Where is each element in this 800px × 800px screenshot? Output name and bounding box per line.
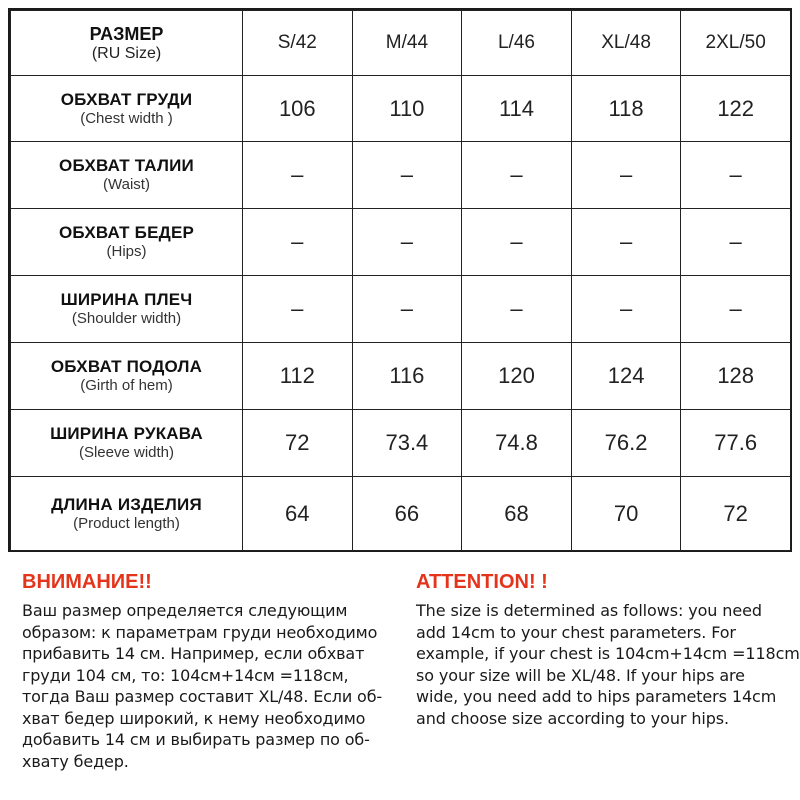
attention-line-en: so your size will be XL/48. If your hips are — [416, 665, 745, 685]
size-header-cell: M/44 — [352, 11, 462, 76]
measurement-value-cell: 114 — [462, 76, 572, 142]
attention-line-en: The size is determined as follows: you need — [416, 601, 762, 620]
measurement-value-cell: – — [571, 209, 681, 276]
attention-line-en: example, if your chest is 104cm+14cm =118cm — [416, 644, 800, 663]
attention-body-ru — [22, 600, 406, 772]
measurement-label-en: (Shoulder width) — [71, 310, 182, 327]
attention-line-ru: добавить 14 см и выбирать размер по об- — [22, 730, 370, 749]
measurement-label-en: (Waist) — [103, 176, 150, 193]
measurement-value-cell: 120 — [462, 343, 572, 410]
measurement-label-cell — [11, 209, 243, 276]
measurement-value-cell: 118 — [571, 76, 681, 142]
measurement-label-en: (Hips) — [106, 243, 147, 260]
size-chart-body — [11, 11, 791, 551]
size-chart-table — [10, 10, 791, 551]
measurement-value-cell: – — [352, 209, 462, 276]
attention-note-ru — [22, 568, 406, 772]
attention-line-ru: образом: к параметрам груди необходимо — [22, 622, 378, 642]
measurement-label-en: (Girth of hem) — [80, 377, 173, 394]
measurement-value-cell: 70 — [571, 477, 681, 551]
measurement-value-cell: – — [243, 142, 353, 209]
attention-body-en — [416, 600, 800, 729]
attention-line-ru: хват бедер широкий, к нему необходимо — [22, 708, 366, 728]
measurement-row — [11, 477, 791, 551]
measurement-value-cell: 124 — [571, 343, 681, 410]
measurement-value-cell: – — [462, 209, 572, 276]
header-label-cell — [11, 11, 243, 76]
measurement-label-ru: ОБХВАТ БЕДЕР — [58, 223, 195, 242]
measurement-value-cell: – — [243, 276, 353, 343]
attention-line-ru: груди 104 см, то: 104см+14см =118см, — [22, 665, 349, 685]
measurement-value-cell: – — [462, 276, 572, 343]
attention-line-en: and choose size according to your hips. — [416, 708, 730, 728]
attention-line-ru: Ваш размер определяется следующим — [22, 601, 348, 620]
measurement-value-cell: – — [352, 276, 462, 343]
header-row — [11, 11, 791, 76]
measurement-value-cell: – — [571, 276, 681, 343]
measurement-label-cell — [11, 76, 243, 142]
attention-line-ru: тогда Ваш размер составит XL/48. Если об- — [22, 687, 383, 706]
measurement-value-cell: 106 — [243, 76, 353, 142]
measurement-value-cell: 76.2 — [571, 410, 681, 477]
measurement-label-cell — [11, 276, 243, 343]
measurement-value-cell: – — [571, 142, 681, 209]
measurement-value-cell: 112 — [243, 343, 353, 410]
measurement-row — [11, 209, 791, 276]
measurement-label-ru: ОБХВАТ ГРУДИ — [60, 89, 193, 109]
measurement-value-cell: 110 — [352, 76, 462, 142]
measurement-value-cell: 64 — [243, 477, 353, 551]
measurement-value-cell: 73.4 — [352, 410, 462, 477]
measurement-value-cell: 122 — [681, 76, 791, 142]
attention-line-en: add 14cm to your chest parameters. For — [416, 622, 736, 642]
size-header-cell: L/46 — [462, 11, 572, 76]
measurement-label-cell — [11, 142, 243, 209]
attention-title-ru: ВНИМАНИЕ!! — [22, 571, 152, 593]
measurement-row — [11, 76, 791, 142]
attention-note-en — [416, 568, 800, 729]
measurement-row — [11, 410, 791, 477]
measurement-label-ru: ОБХВАТ ТАЛИИ — [59, 156, 194, 175]
measurement-value-cell: 116 — [352, 343, 462, 410]
measurement-value-cell: – — [681, 276, 791, 343]
measurement-label-cell — [11, 477, 243, 551]
header-label-en: (RU Size) — [91, 45, 162, 62]
measurement-value-cell: 66 — [352, 477, 462, 551]
measurement-label-ru: ШИРИНА РУКАВА — [50, 424, 203, 443]
measurement-label-cell — [11, 343, 243, 410]
measurement-label-ru: ОБХВАТ ПОДОЛА — [50, 357, 203, 376]
measurement-label-en: (Chest width ) — [80, 109, 173, 127]
measurement-value-cell: – — [352, 142, 462, 209]
measurement-label-cell — [11, 410, 243, 477]
measurement-value-cell: 77.6 — [681, 410, 791, 477]
attention-line-en: wide, you need add to hips parameters 14cm — [416, 687, 777, 706]
measurement-value-cell: 72 — [681, 477, 791, 551]
attention-line-ru: хвату бедер. — [22, 751, 129, 771]
notes-section — [0, 560, 800, 800]
measurement-value-cell: 68 — [462, 477, 572, 551]
measurement-label-ru: ШИРИНА ПЛЕЧ — [60, 290, 193, 309]
measurement-row — [11, 343, 791, 410]
header-label-ru: РАЗМЕР — [89, 24, 164, 44]
size-chart-frame — [8, 8, 792, 552]
measurement-label-ru: ДЛИНА ИЗДЕЛИЯ — [51, 494, 202, 514]
measurement-row — [11, 276, 791, 343]
measurement-value-cell: – — [681, 209, 791, 276]
measurement-row — [11, 142, 791, 209]
measurement-value-cell: – — [243, 209, 353, 276]
measurement-value-cell: – — [462, 142, 572, 209]
size-header-cell: 2XL/50 — [681, 11, 791, 76]
measurement-value-cell: 74.8 — [462, 410, 572, 477]
measurement-value-cell: – — [681, 142, 791, 209]
size-header-cell: XL/48 — [571, 11, 681, 76]
measurement-label-en: (Product length) — [73, 514, 180, 532]
attention-title-en: ATTENTION! ! — [416, 571, 548, 593]
size-header-cell: S/42 — [243, 11, 353, 76]
measurement-value-cell: 128 — [681, 343, 791, 410]
attention-line-ru: прибавить 14 см. Например, если обхват — [22, 644, 365, 663]
measurement-value-cell: 72 — [243, 410, 353, 477]
measurement-label-en: (Sleeve width) — [78, 444, 175, 461]
